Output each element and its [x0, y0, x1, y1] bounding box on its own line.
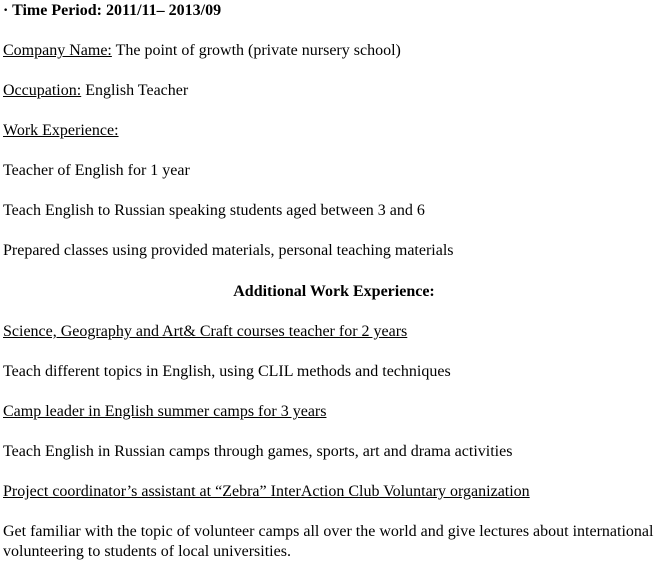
work-experience-heading: Work Experience:	[3, 122, 119, 139]
additional-role-description: Teach English in Russian camps through games, sports, art and drama activities	[3, 443, 513, 460]
occupation-line	[3, 81, 188, 101]
work-experience-item: Teacher of English for 1 year	[3, 162, 190, 179]
company-line	[3, 41, 401, 61]
occupation-value: English Teacher	[85, 82, 189, 99]
bullet: ·	[3, 2, 9, 19]
time-period-line	[3, 1, 221, 21]
additional-role-title: Project coordinator’s assistant at “Zebra” InterAction Club Voluntary organization	[3, 483, 530, 500]
work-experience-item: Prepared classes using provided materials, personal teaching materials	[3, 242, 454, 259]
time-period-label: Time Period:	[12, 2, 102, 19]
additional-role-description: Get familiar with the topic of volunteer camps all over the world and give lectures about international volunteering to students of local universities.	[3, 523, 654, 560]
additional-role-description: Teach different topics in English, using CLIL methods and techniques	[3, 363, 451, 380]
work-experience-item: Teach English to Russian speaking students aged between 3 and 6	[3, 202, 425, 219]
occupation-label: Occupation:	[3, 82, 82, 99]
additional-role-title: Science, Geography and Art& Craft courses teacher for 2 years	[3, 323, 408, 340]
time-period-value: 2011/11– 2013/09	[105, 2, 222, 19]
additional-role-title: Camp leader in English summer camps for 3 years	[3, 403, 327, 420]
company-label: Company Name:	[3, 42, 112, 59]
company-value: The point of growth (private nursery school)	[115, 42, 401, 59]
additional-experience-heading: Additional Work Experience:	[233, 283, 435, 300]
